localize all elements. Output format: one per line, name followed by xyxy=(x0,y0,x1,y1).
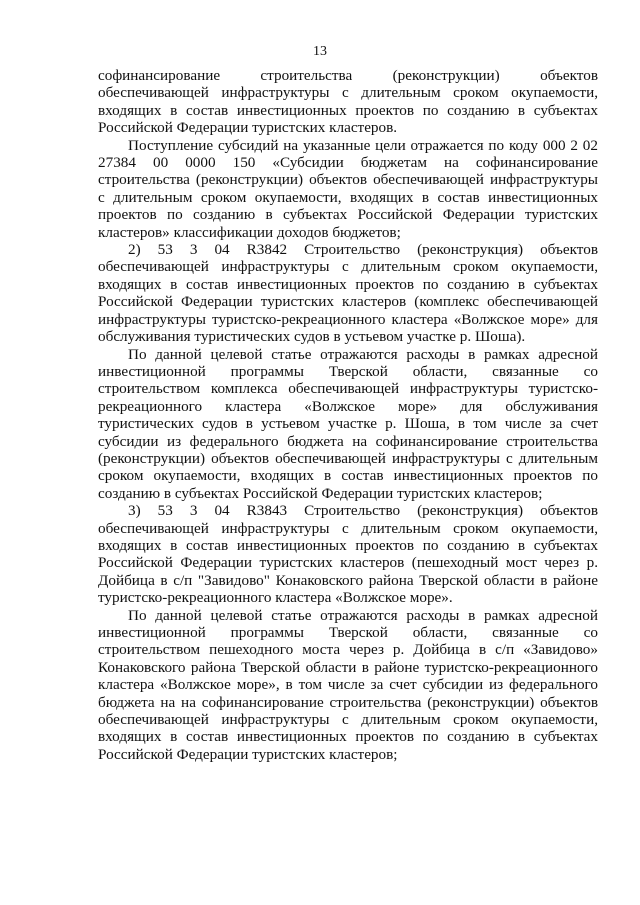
paragraph-subsidy-receipt: Поступление субсидий на указанные цели отражается по коду 000 2 02 27384 00 0000 150 «Субсидии бюджетам на софинансирование строительства (реконструкции) объектов обеспечивающей инфраструктуры с длительным сроком окупаемости, входящих в состав инвестиционных проектов по созданию в субъектах Российской Федерации туристских кластеров» классификации доходов бюджетов; xyxy=(98,136,598,241)
document-body xyxy=(98,67,598,763)
page-number: 13 xyxy=(313,44,327,59)
paragraph-continuation: софинансирование строительства (реконструкции) объектов обеспечивающей инфраструктуры с длительным сроком окупаемости, входящих в состав инвестиционных проектов по созданию в субъектах Российской Федерации туристских кластеров. xyxy=(98,67,598,137)
paragraph-r3842-expenses: По данной целевой статье отражаются расходы в рамках адресной инвестиционной программы Тверской области, связанные со строительством комплекса обеспечивающей инфраструктуры туристско-рекреационного кластера «Волжское море» для обслуживания туристических судов в устьевом участке р. Шоша, в том числе за счет субсидии из федерального бюджета на софинансирование строительства (реконструкции) объектов обеспечивающей инфраструктуры с длительным сроком окупаемости, входящих в состав инвестиционных проектов по созданию в субъектах Российской Федерации туристских кластеров; xyxy=(98,345,598,502)
paragraph-item-2-r3842: 2) 53 3 04 R3842 Строительство (реконструкция) объектов обеспечивающей инфраструктуры с длительным сроком окупаемости, входящих в состав инвестиционных проектов по созданию в субъектах Российской Федерации туристских кластеров (комплекс обеспечивающей инфраструктуры туристско-рекреационного кластера «Волжское море» для обслуживания туристических судов в устьевом участке р. Шоша). xyxy=(98,241,598,346)
paragraph-item-3-r3843: 3) 53 3 04 R3843 Строительство (реконструкция) объектов обеспечивающей инфраструктуры с длительным сроком окупаемости, входящих в состав инвестиционных проектов по созданию в субъектах Российской Федерации туристских кластеров (пешеходный мост через р. Дойбица в с/п "Завидово" Конаковского района Тверской области в районе туристско-рекреационного кластера «Волжское море». xyxy=(98,502,598,607)
paragraph-r3843-expenses: По данной целевой статье отражаются расходы в рамках адресной инвестиционной программы Тверской области, связанные со строительством пешеходного моста через р. Дойбица в с/п «Завидово» Конаковского района Тверской области в районе туристско-рекреационного кластера «Волжское море», в том числе за счет субсидии из федерального бюджета на на софинансирование строительства (реконструкции) объектов обеспечивающей инфраструктуры с длительным сроком окупаемости, входящих в состав инвестиционных проектов по созданию в субъектах Российской Федерации туристских кластеров; xyxy=(98,606,598,763)
